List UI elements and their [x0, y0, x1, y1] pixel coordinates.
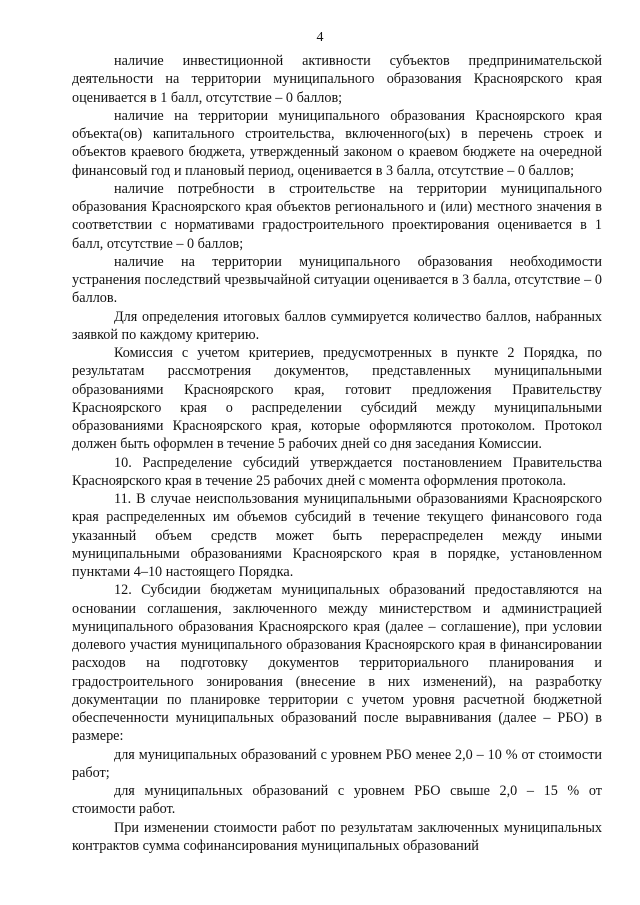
- page-number: 4: [316, 30, 324, 45]
- paragraph-capital-construction: наличие на территории муниципального образования Красноярского края объекта(ов) капитального строительства, включенного(ых) в перечень строек и объектов краевого бюджета, утвержденный законом о краевом бюджете на очередной финансовый год и плановый период, оценивается в 3 балла, отсутствие – 0 баллов;: [72, 107, 602, 179]
- paragraph-rbo-above: для муниципальных образований с уровнем РБО свыше 2,0 – 15 % от стоимости работ.: [72, 783, 602, 818]
- paragraph-investment-activity: наличие инвестиционной активности субъектов предпринимательской деятельности на территории муниципального образования Красноярского края оценивается в 1 балл, отсутствие – 0 баллов;: [72, 53, 602, 106]
- paragraph-score-summation: Для определения итоговых баллов суммируется количество баллов, набранных заявкой по каждому критерию.: [72, 308, 602, 343]
- paragraph-rbo-below: для муниципальных образований с уровнем РБО менее 2,0 – 10 % от стоимости работ;: [72, 746, 602, 781]
- paragraph-item-12: 12. Субсидии бюджетам муниципальных образований предоставляются на основании соглашения, заключенного между министерством и администрацией муниципального образования Красноярского края (далее – соглашение), при условии долевого участия муниципального образования Красноярского края в финансировании расходов на подготовку документов территориального планирования и градостроительного зонирования (внесение в них изменений), на разработку документации по планировке территории с учетом уровня расчетной бюджетной обеспеченности муниципальных образований после выравнивания (далее – РБО) в размере:: [72, 582, 602, 745]
- document-body: [72, 52, 602, 855]
- paragraph-item-11: 11. В случае неиспользования муниципальными образованиями Красноярского края распределенных им объемов субсидий в течение текущего финансового года указанный объем средств может быть перераспределен между иными муниципальными образованиями Красноярского края в порядке, установленном пунктами 4–10 настоящего Порядка.: [72, 491, 602, 580]
- paragraph-item-10: 10. Распределение субсидий утверждается постановлением Правительства Красноярского края в течение 25 рабочих дней с момента оформления протокола.: [72, 454, 602, 489]
- paragraph-construction-need: наличие потребности в строительстве на территории муниципального образования Красноярского края объектов регионального и (или) местного значения в соответствии с нормативами градостроительного проектирования оценивается в 1 балл, отсутствие – 0 баллов;: [72, 180, 602, 252]
- paragraph-commission: Комиссия с учетом критериев, предусмотренных в пункте 2 Порядка, по результатам рассмотрения документов, представленных муниципальными образованиями Красноярского края, готовит предложения Правительству Красноярского края о распределении субсидий между муниципальными образованиями Красноярского края, которые оформляются протоколом. Протокол должен быть оформлен в течение 5 рабочих дней со дня заседания Комиссии.: [72, 345, 602, 453]
- paragraph-emergency: наличие на территории муниципального образования необходимости устранения последствий чрезвычайной ситуации оценивается в 3 балла, отсутствие – 0 баллов.: [72, 253, 602, 307]
- paragraph-cost-change: При изменении стоимости работ по результатам заключенных муниципальных контрактов сумма софинансирования муниципальных образований: [72, 819, 602, 854]
